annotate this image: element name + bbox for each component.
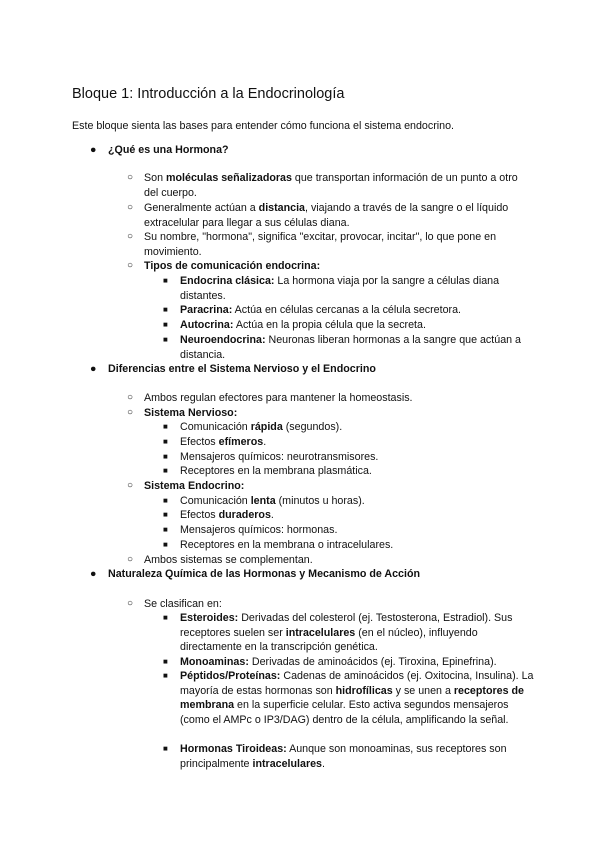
- bullet-l3: ■: [163, 671, 168, 680]
- bullet-l2: ○: [127, 480, 134, 491]
- list-item: ■ Receptores en la membrana o intracelulares.: [163, 539, 394, 551]
- bullet-l1: ●: [90, 144, 97, 156]
- bullet-l3: ■: [163, 525, 168, 534]
- list-item: ○ Se clasifican en:: [127, 598, 222, 610]
- bullet-l2: ○: [127, 172, 134, 183]
- bullet-l2: ○: [127, 407, 134, 418]
- bullet-l3: ■: [163, 452, 168, 461]
- list-item: ■ Efectos efímeros.: [163, 436, 267, 448]
- list-item: ■ Autocrina: Actúa en la propia célula que la secreta.: [163, 319, 426, 331]
- list-item: ■ Paracrina: Actúa en células cercanas a la célula secretora.: [163, 304, 462, 316]
- list-item: ○ Tipos de comunicación endocrina:: [127, 260, 321, 272]
- list-item: ○ Ambos sistemas se complementan.: [127, 554, 313, 566]
- bullet-l2: ○: [127, 554, 134, 565]
- list-item: ○ Su nombre, "hormona", significa "excitar, provocar, incitar", lo que pone en movimiento.: [127, 231, 497, 258]
- bullet-l3: ■: [163, 437, 168, 446]
- bullet-l3: ■: [163, 540, 168, 549]
- bullet-l2: ○: [127, 260, 134, 271]
- list-item: ■ Monoaminas: Derivadas de aminoácidos (ej. Tiroxina, Epinefrina).: [163, 656, 497, 668]
- list-item: ○ Ambos regulan efectores para mantener la homeostasis.: [127, 392, 413, 404]
- bullet-l3: ■: [163, 613, 168, 622]
- bullet-l1: ●: [90, 363, 97, 375]
- bullet-l3: ■: [163, 466, 168, 475]
- bullet-l2: ○: [127, 392, 134, 403]
- page-title: Bloque 1: Introducción a la Endocrinología: [72, 86, 345, 102]
- list-item: ○ Generalmente actúan a distancia, viajando a través de la sangre o el líquido extracelular para llegar a sus células diana.: [127, 202, 509, 229]
- section-heading: Diferencias entre el Sistema Nervioso y el Endocrino: [108, 363, 376, 375]
- list-item: ■ Mensajeros químicos: hormonas.: [163, 524, 338, 536]
- list-item: ■ Efectos duraderos.: [163, 509, 274, 521]
- bullet-l2: ○: [127, 598, 134, 609]
- bullet-l3: ■: [163, 422, 168, 431]
- bullet-l2: ○: [127, 231, 134, 242]
- list-item: ○ Sistema Nervioso:: [127, 407, 238, 419]
- bullet-l3: ■: [163, 320, 168, 329]
- bullet-l3: ■: [163, 744, 168, 753]
- list-item: ■ Péptidos/Proteínas: Cadenas de aminoácidos (ej. Oxitocina, Insulina). La mayoría de estas hormonas son hidrofílicas y se unen a receptores de membrana en la superficie celular. Esto activa segundos mensajeros (como el AMPc o IP3/DAG) dentro de la célula, amplificando la señal.: [163, 670, 534, 726]
- bullet-l1: ●: [90, 568, 97, 580]
- section-diferencias: [90, 362, 376, 377]
- list-item: ■ Endocrina clásica: La hormona viaja por la sangre a células diana distantes.: [163, 275, 500, 302]
- section-naturaleza: [90, 567, 421, 582]
- bullet-l3: ■: [163, 496, 168, 505]
- bullet-l3: ■: [163, 510, 168, 519]
- bullet-l3: ■: [163, 276, 168, 285]
- bullet-l2: ○: [127, 202, 134, 213]
- list-item: ■ Neuroendocrina: Neuronas liberan hormonas a la sangre que actúan a distancia.: [163, 334, 521, 361]
- list-item: ■ Hormonas Tiroideas: Aunque son monoaminas, sus receptores son principalmente intracelulares.: [163, 743, 507, 770]
- list-item: ○ Son moléculas señalizadoras que transportan información de un punto a otro del cuerpo.: [127, 172, 518, 199]
- list-item: ■ Mensajeros químicos: neurotransmisores.: [163, 451, 379, 463]
- bullet-l3: ■: [163, 657, 168, 666]
- list-item: ■ Comunicación lenta (minutos u horas).: [163, 495, 365, 507]
- intro-paragraph: Este bloque sienta las bases para entender cómo funciona el sistema endocrino.: [72, 120, 455, 132]
- section-heading: Naturaleza Química de las Hormonas y Mecanismo de Acción: [108, 568, 421, 580]
- list-item: ■ Comunicación rápida (segundos).: [163, 421, 343, 433]
- bullet-l3: ■: [163, 335, 168, 344]
- list-item: ○ Sistema Endocrino:: [127, 480, 245, 492]
- section-heading: ¿Qué es una Hormona?: [108, 144, 229, 156]
- bullet-l3: ■: [163, 305, 168, 314]
- list-item: ■ Esteroides: Derivadas del colesterol (ej. Testosterona, Estradiol). Sus receptores suelen ser intracelulares (en el núcleo), influyendo directamente en la transcripción genética.: [163, 612, 513, 654]
- section-hormona: [90, 143, 229, 158]
- list-item: ■ Receptores en la membrana plasmática.: [163, 465, 372, 477]
